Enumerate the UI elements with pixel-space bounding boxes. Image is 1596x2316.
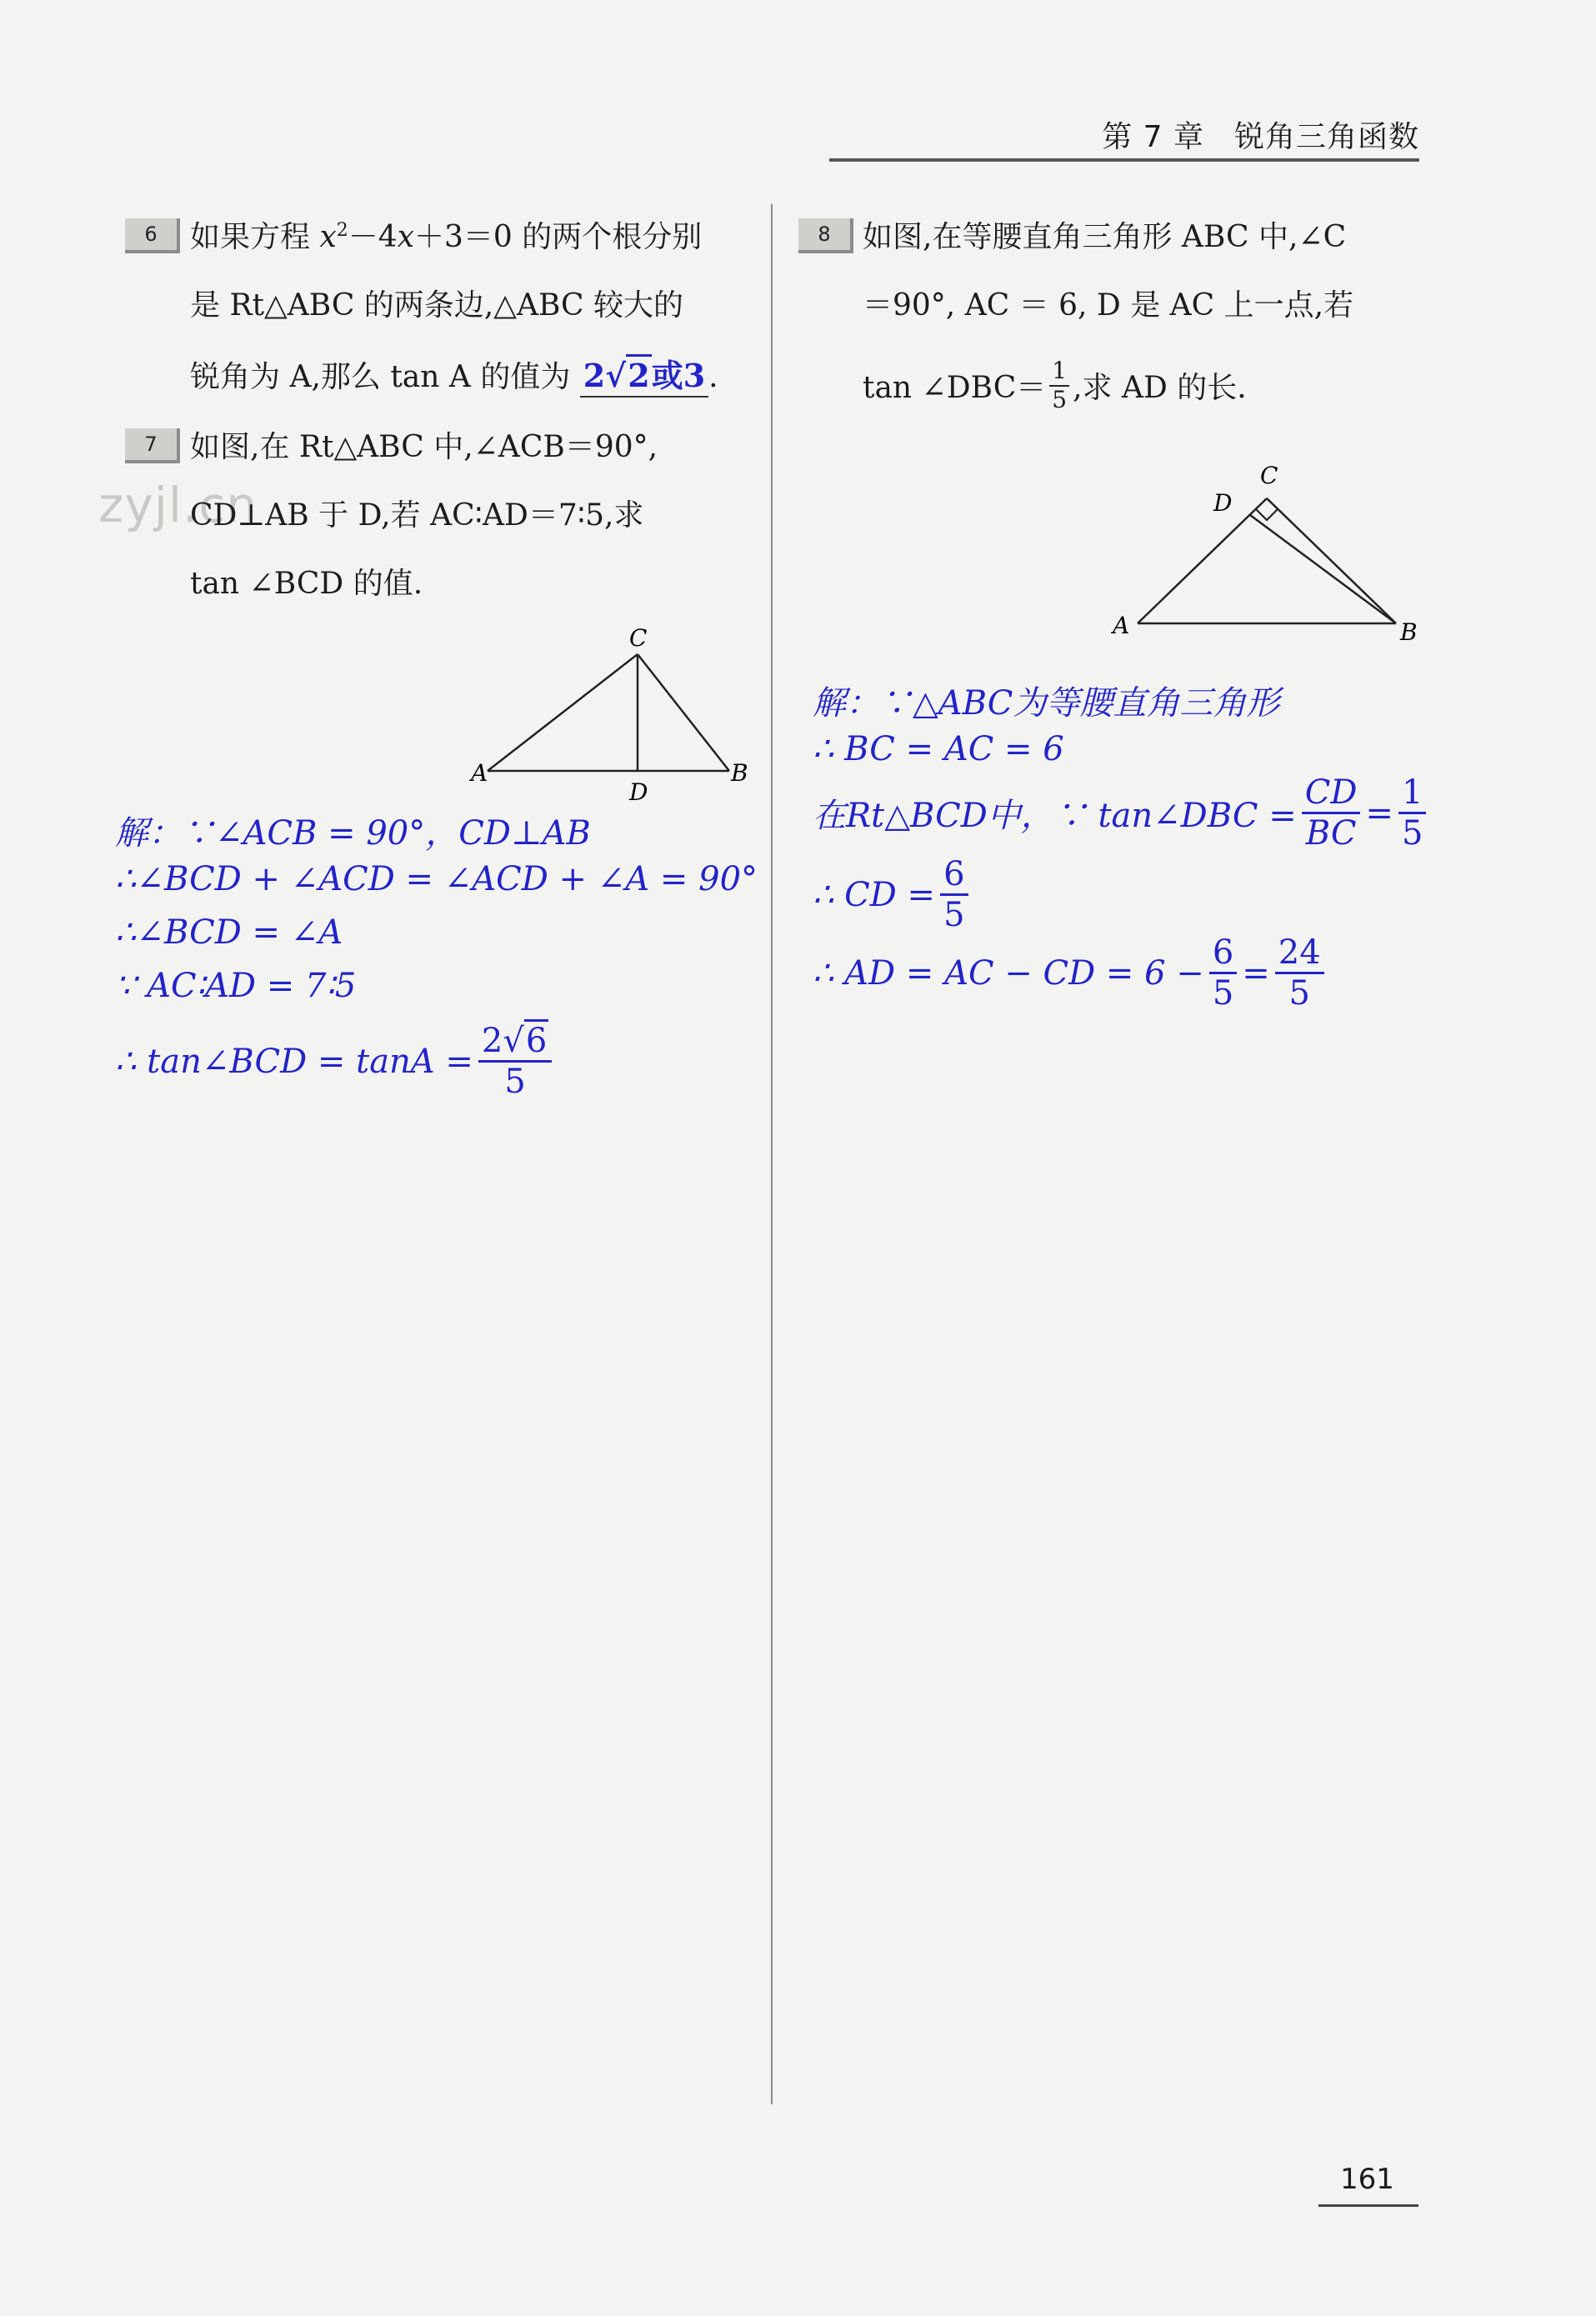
header-rule [829,158,1419,162]
solution-7-line-1: 解：∵∠ACB = 90°，CD⊥AB [115,814,591,853]
problem-7-badge: 7 [125,428,180,463]
solution-7-line-4: ∵ AC∶AD = 7∶5 [115,967,357,1005]
solution-8-line-3: 在Rt△BCD中，∵ tan∠DBC = $\frac{CD}{BC}$ = $\frac{1}{5}$ [813,775,1431,851]
label-b: B [731,759,748,787]
problem-6-badge: 6 [125,218,180,253]
label-a: A [471,759,488,787]
problem-7-line-1: 如图,在 Rt△ABC 中,∠ACB＝90°, [190,430,658,464]
segment-ac [1138,498,1267,623]
label-c: C [629,624,648,652]
segment-ac [488,654,638,771]
chapter-title: 锐角三角函数 [1233,120,1419,154]
right-angle-mark [1256,509,1278,520]
problem-8-line-3: tan ∠DBC＝ $\frac{1}{5}$ ,求 AD 的长. [863,357,1247,413]
problem-8-line-2: ＝90°, AC ＝ 6, D 是 AC 上一点,若 [863,288,1354,323]
segment-cb [1267,498,1396,623]
solution-7-fraction: $\frac{2√6}{5}$ [478,1023,552,1099]
solution-7-line-5: ∴ tan∠BCD = tanA = $\frac{2√6}{5}$ [115,1023,557,1099]
problem-8-badge: 8 [798,218,853,253]
solution-7-line-3: ∴∠BCD = ∠A [115,913,343,952]
problem-7-line-2: CD⊥AB 于 D,若 AC∶AD＝7∶5,求 [190,498,644,533]
label-c: C [1260,462,1278,489]
chapter-header [1102,113,1419,156]
problem-8-figure [1100,457,1433,648]
watermark: zyjl.cn [98,477,258,533]
problem-6-line-2: 是 Rt△ABC 的两条边,△ABC 较大的 [190,288,684,323]
solution-7-line-2: ∴∠BCD + ∠ACD = ∠ACD + ∠A = 90° [115,860,758,898]
problem-6-answer: 2√2或3 [580,350,708,398]
problem-7-figure [463,617,763,808]
solution-8-line-4: ∴ CD = $\frac{6}{5}$ [813,857,973,933]
problem-7-line-3: tan ∠BCD 的值. [190,567,423,601]
label-b: B [1400,618,1418,646]
segment-cb [638,654,729,771]
problem-8-line-1: 如图,在等腰直角三角形 ABC 中,∠C [863,220,1347,254]
chapter-number: 第 7 章 [1102,120,1204,154]
column-divider [771,204,773,2104]
solution-8-line-5: ∴ AD = AC − CD = 6 − $\frac{6}{5}$ = $\frac{24}{5}$ [813,935,1329,1011]
label-d: D [1213,489,1233,517]
solution-8-line-2: ∴ BC = AC = 6 [813,730,1064,768]
solution-8-line-1: 解：∵△ABC为等腰直角三角形 [813,684,1280,723]
label-a: A [1113,612,1130,639]
problem-6-line-1: 如果方程 $x^2-4x+3=0$ 的两个根分别 [190,220,703,254]
problem-6-line-3: 锐角为 A,那么 tan A 的值为 2√2或3 . [190,350,718,398]
segment-db [1250,515,1396,623]
label-d: D [629,778,648,806]
page-number-rule [1318,2204,1418,2207]
page-number: 161 [1340,2163,1394,2196]
